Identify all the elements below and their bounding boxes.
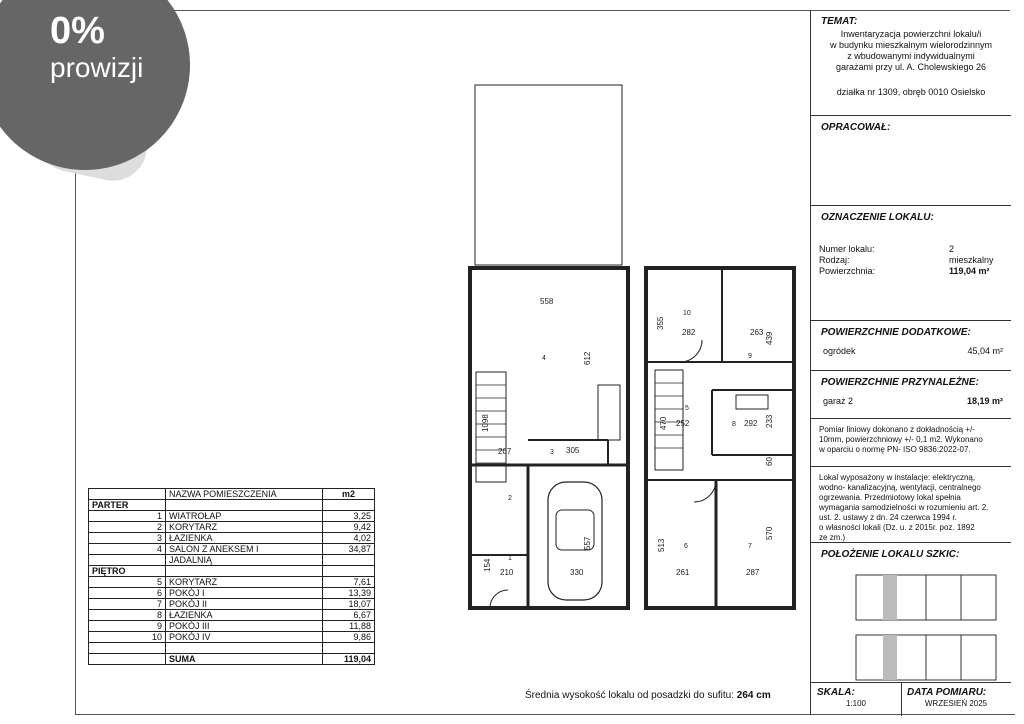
ceiling-height-note: Średnia wysokość lokalu od posadzki do sufitu: 264 cm [525,690,771,701]
table-row: 2 KORYTARZ 9,42 [89,522,375,533]
room-number: 7 [748,543,752,550]
dim-label: 558 [540,297,554,306]
table-row: 4 SALON Z ANEKSEM I 34,87 [89,544,375,555]
skala-value: 1:100 [845,699,867,708]
dim-label: 261 [676,568,690,577]
pietro-label: PIĘTRO [89,566,166,577]
dim-label: 287 [746,568,760,577]
temat-heading: TEMAT: [821,16,858,27]
badge-percent: 0% [50,10,105,52]
oznaczenie-heading: OZNACZENIE LOKALU: [821,212,934,223]
dim-label: 355 [656,316,665,330]
room-number: 6 [684,543,688,550]
room-number: 8 [732,421,736,428]
dodatkowe-heading: POWIERZCHNIE DODATKOWE: [821,327,971,338]
dim-label: 439 [765,331,774,345]
table-row: 9 POKÓJ III 11,88 [89,621,375,632]
table-row: JADALNIĄ [89,555,375,566]
rooms-table [88,488,375,665]
table-row: 5 KORYTARZ 7,61 [89,577,375,588]
dim-label: 557 [583,536,592,550]
suma-label: SUMA [166,654,323,665]
dim-label: 233 [765,414,774,428]
skala-heading: SKALA: [817,687,855,698]
dim-label: 154 [483,558,492,572]
table-row: 8 ŁAZIENKA 6,67 [89,610,375,621]
room-number: 1 [508,555,512,562]
dim-label: 292 [744,419,758,428]
opracowal-heading: OPRACOWAŁ: [821,122,891,133]
room-number: 10 [683,310,691,317]
suma-value: 119,04 [323,654,375,665]
header-area: m2 [323,489,375,500]
parter-label: PARTER [89,500,166,511]
dim-label: 60 [765,457,774,466]
room-number: 9 [748,353,752,360]
room-number: 5 [685,405,689,412]
dim-label: 513 [657,538,666,552]
dim-label: 263 [750,328,764,337]
dim-label: 305 [566,446,580,455]
title-block: TEMAT: Inwentaryzacja powierzchni lokalu/i w budynku mieszkalnym wielorodzinnym z wbudowanymi indywidualnymi garażami przy ul. A. Cholewskiego 26 działka nr 1309, obręb 0010 Osielsko OPRACOWAŁ: OZNACZENIE LOKALU: Numer lokalu: 2 Rodzaj: mieszkalny Powierzchnia: 119,04 m² POWIERZCHNIE DODATKOWE: ogródek 45,04 m² POWIERZCHNIE PRZYNALEŻNE: garaż 2 18,19 m² Pomiar liniowy dokonano z dokładnością +/- 10mm, powierzchniowy +/- 0,1 m2. Wykonano w oparciu o normę PN- ISO 9836:2022-07. Lokal wyposażony w instalacje: elektryczną, wodno- kanalizacyjną, wentylacji, centralnego ogrzewania. Przedmiotowy lokal spełnia wymagania samodzielności w rozumieniu art. 2. ust. 2. ustawy z dn. 24 czerwca 1994 r. o własności lokali (Dz. u. z 2015r. poz. 1892 ze zm.) POŁOŻENIE LOKALU SZKIC: SKALA: 1:100 DATA POMIARU: WRZESIEŃ 2025 [810,10,1011,715]
dim-label: 207 [498,447,512,456]
header-name: NAZWA POMIESZCZENIA [166,489,323,500]
dim-label: 1098 [481,414,490,432]
dim-label: 470 [659,416,668,430]
data-heading: DATA POMIARU: [907,687,987,698]
przynalezne-heading: POWIERZCHNIE PRZYNALEŻNE: [821,377,979,388]
table-row: 10 POKÓJ IV 9,86 [89,632,375,643]
badge-label: prowizji [50,52,144,83]
dim-label: 252 [676,419,690,428]
room-number: 2 [508,495,512,502]
plot-number: działka nr 1309, obręb 0010 Osielsko [836,87,986,97]
table-row: 1 WIATROŁAP 3,25 [89,511,375,522]
dim-label: 282 [682,328,696,337]
room-number: 4 [542,355,546,362]
table-row: 6 POKÓJ I 13,39 [89,588,375,599]
dim-label: 612 [583,351,592,365]
data-value: WRZESIEŃ 2025 [924,699,988,708]
dim-label: 330 [570,568,584,577]
dim-label: 210 [500,568,514,577]
table-row: 3 ŁAZIENKA 4,02 [89,533,375,544]
dim-label: 570 [765,526,774,540]
polozenie-heading: POŁOŻENIE LOKALU SZKIC: [821,549,960,560]
location-sketch [811,565,1011,685]
room-number: 3 [550,449,554,456]
table-row: 7 POKÓJ II 18,07 [89,599,375,610]
